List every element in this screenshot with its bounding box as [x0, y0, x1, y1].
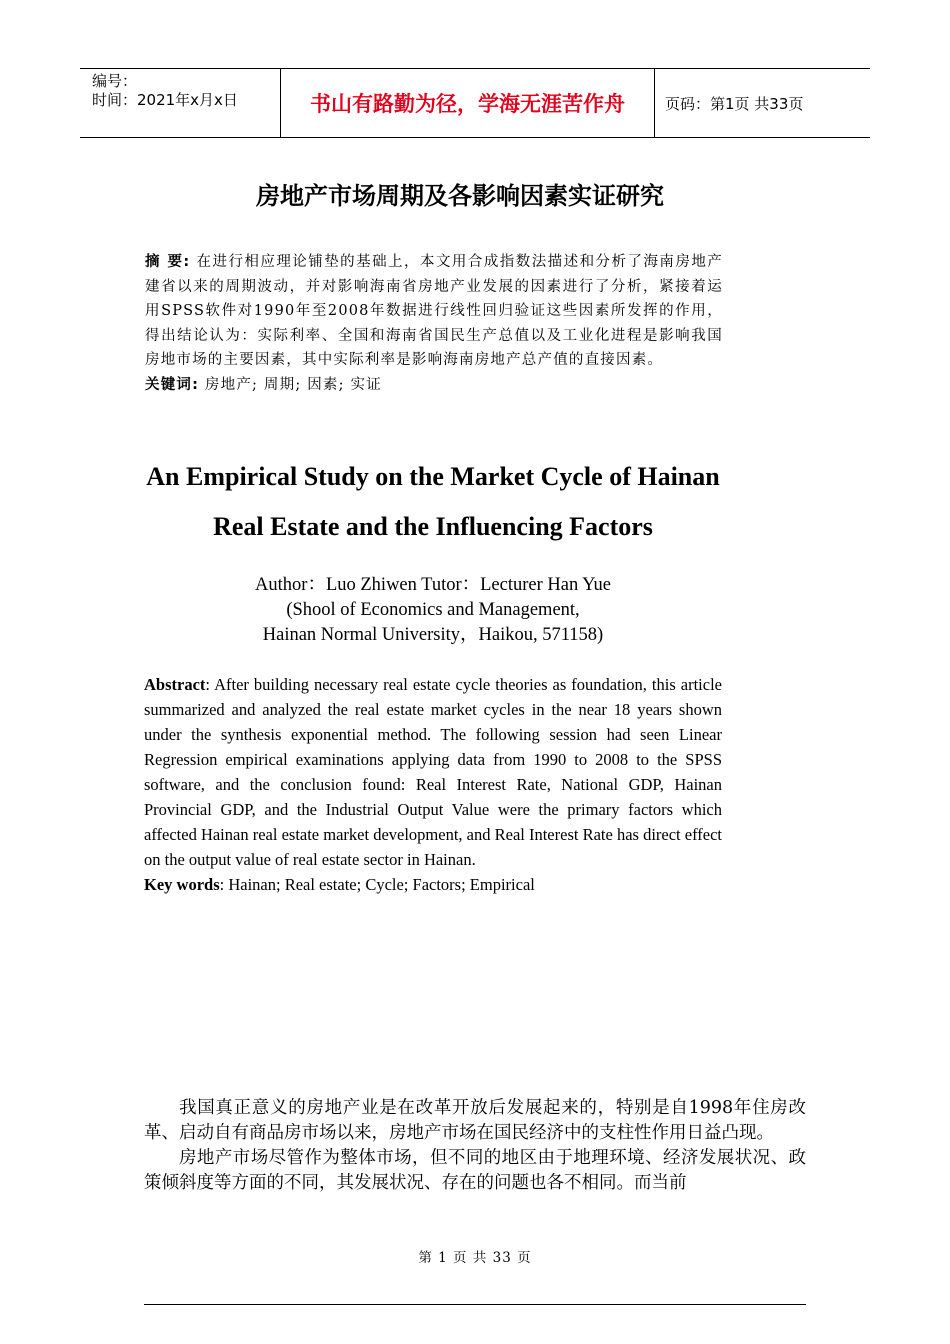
author-line: Author：Luo Zhiwen Tutor：Lecturer Han Yue	[255, 575, 611, 595]
chinese-abstract-text: 在进行相应理论铺垫的基础上，本文用合成指数法描述和分析了海南房地产建省以来的周期波动，并对影响海南省房地产业发展的因素进行了分析，紧接着运用SPSS软件对1990年至2008年数据进行线性回归验证这些因素所发挥的作用，得出结论认为：实际利率、全国和海南省国民生产总值以及工业化进程是影响我国房地市场的主要因素，其中实际利率是影响海南房地产总产值的直接因素。	[145, 254, 723, 368]
body-text	[144, 1096, 806, 1196]
header-motto: 书山有路勤为径，学海无涯苦作舟	[281, 69, 655, 137]
footer-divider	[144, 1304, 806, 1305]
author-info	[130, 573, 736, 648]
english-title-line-1: An Empirical Study on the Market Cycle of Hainan	[146, 462, 720, 491]
english-keywords-label: Key words	[144, 875, 220, 894]
page-header	[80, 68, 870, 138]
chinese-abstract	[145, 250, 723, 397]
english-abstract-label: Abstract	[144, 675, 206, 694]
chinese-keywords-label: 关键词:	[145, 376, 200, 393]
header-page-count: 页码：第1页 共33页	[665, 94, 804, 113]
document-number-label: 编号：	[92, 72, 138, 90]
english-keywords: : Hainan; Real estate; Cycle; Factors; Empirical	[219, 875, 535, 894]
affiliation-line-2: Hainan Normal University，Haikou, 571158)	[262, 625, 604, 645]
body-paragraph-2: 房地产市场尽管作为整体市场，但不同的地区由于地理环境、经济发展状况、政策倾斜度等方面的不同，其发展状况、存在的问题也各不相同。而当前	[144, 1148, 806, 1193]
affiliation-line-1: (Shool of Economics and Management,	[286, 600, 580, 620]
header-meta	[80, 69, 281, 137]
chinese-abstract-label: 摘 要:	[145, 254, 191, 270]
english-abstract	[144, 672, 722, 897]
english-title-line-2: Real Estate and the Influencing Factors	[213, 512, 653, 541]
document-date: 时间：2021年x月x日	[92, 91, 238, 109]
chinese-keywords: 房地产; 周期; 因素; 实证	[204, 376, 382, 393]
body-paragraph-1: 我国真正意义的房地产业是在改革开放后发展起来的，特别是自1998年住房改革、启动自有商品房市场以来，房地产市场在国民经济中的支柱性作用日益凸现。	[144, 1098, 806, 1143]
footer-page-number: 第 1 页 共 33 页	[418, 1250, 532, 1266]
english-abstract-text: : After building necessary real estate cycle theories as foundation, this article summarized and analyzed the real estate market cycles in the near 18 years shown under the synthesis exponential method. The following session had seen Linear Regression empirical examinations applying data from 1990 to 2008 to the SPSS software, and the conclusion found: Real Interest Rate, National GDP, Hainan Provincial GDP, and the Industrial Output Value were the primary factors which affected Hainan real estate market development, and Real Interest Rate has direct effect on the output value of real estate sector in Hainan.	[144, 675, 722, 869]
english-title	[130, 452, 736, 552]
chinese-title: 房地产市场周期及各影响因素实证研究	[256, 182, 664, 210]
